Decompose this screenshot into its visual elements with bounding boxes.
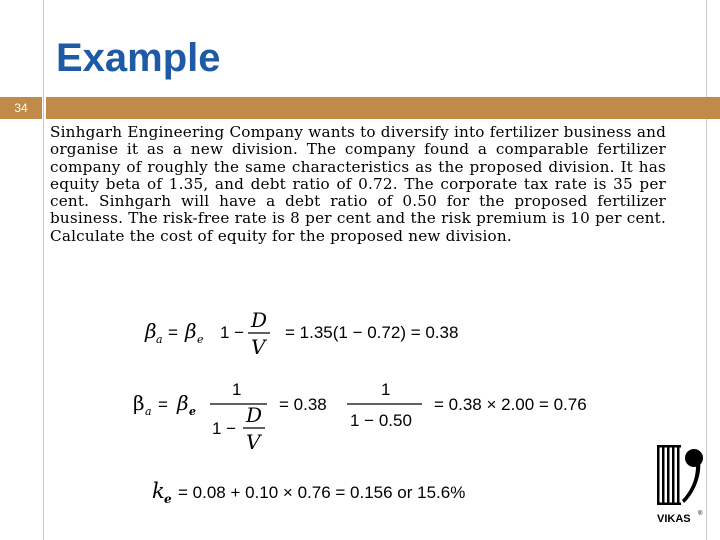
eq1-beta-a: β [145, 319, 157, 343]
eq1-sub-a: a [156, 333, 163, 346]
slide-title: Example [56, 36, 221, 80]
eq3-rhs: = 0.08 + 0.10 × 0.76 = 0.156 or 15.6% [178, 483, 466, 502]
eq2-sub-e: e [189, 405, 196, 418]
eq2-equals: = [158, 395, 168, 414]
vikas-logo-text: VIKAS [657, 513, 691, 525]
eq2-frac2-den: 1 − 0.50 [350, 411, 412, 430]
eq3-k: k [152, 479, 165, 503]
eq1-beta-e: β [185, 319, 197, 343]
eq2-sub-a: a [145, 405, 152, 418]
vikas-logo [650, 440, 710, 528]
eq2-one: 1 [232, 380, 242, 399]
eq1-one-minus: 1 − [220, 323, 245, 342]
eq1-D: D [251, 308, 268, 332]
eq2-V: V [246, 430, 261, 454]
eq2-frac2-num: 1 [381, 380, 391, 399]
eq2-beta-a: β [133, 391, 145, 415]
equation-1 [144, 308, 458, 359]
eq2-mid: = 0.38 [279, 395, 327, 414]
eq1-V: V [251, 335, 266, 359]
eq2-one-minus: 1 − [212, 419, 237, 438]
problem-text: Sinhgarh Engineering Company wants to diversify into fertilizer business and organise it as a new division. The company found a comparable fertilizer company of roughly the same characteristics as the proposed division. It has equity beta of 1.35, and debt ratio of 0.72. The corporate tax rate is 35 per cent. Sinhgarh will have a debt ratio of 0.50 for the proposed fertilizer business. The risk-free rate is 8 per cent and the risk premium is 10 per cent. Calculate the cost of equity for the proposed new division. [50, 123, 666, 245]
eq2-rhs: = 0.38 × 2.00 = 0.76 [434, 395, 587, 414]
eq2-beta-e: β [177, 391, 189, 415]
eq1-sub-e: e [197, 333, 204, 346]
equation-2 [133, 380, 587, 454]
eq3-sub-e: e [164, 492, 172, 506]
eq2-D: D [246, 403, 263, 427]
vikas-logo-registered-mark: ® [698, 511, 703, 517]
page-number: 34 [0, 97, 42, 119]
eq1-equals: = [168, 323, 178, 342]
eq1-rhs: = 1.35(1 − 0.72) = 0.38 [285, 323, 459, 342]
equation-3 [152, 479, 465, 506]
